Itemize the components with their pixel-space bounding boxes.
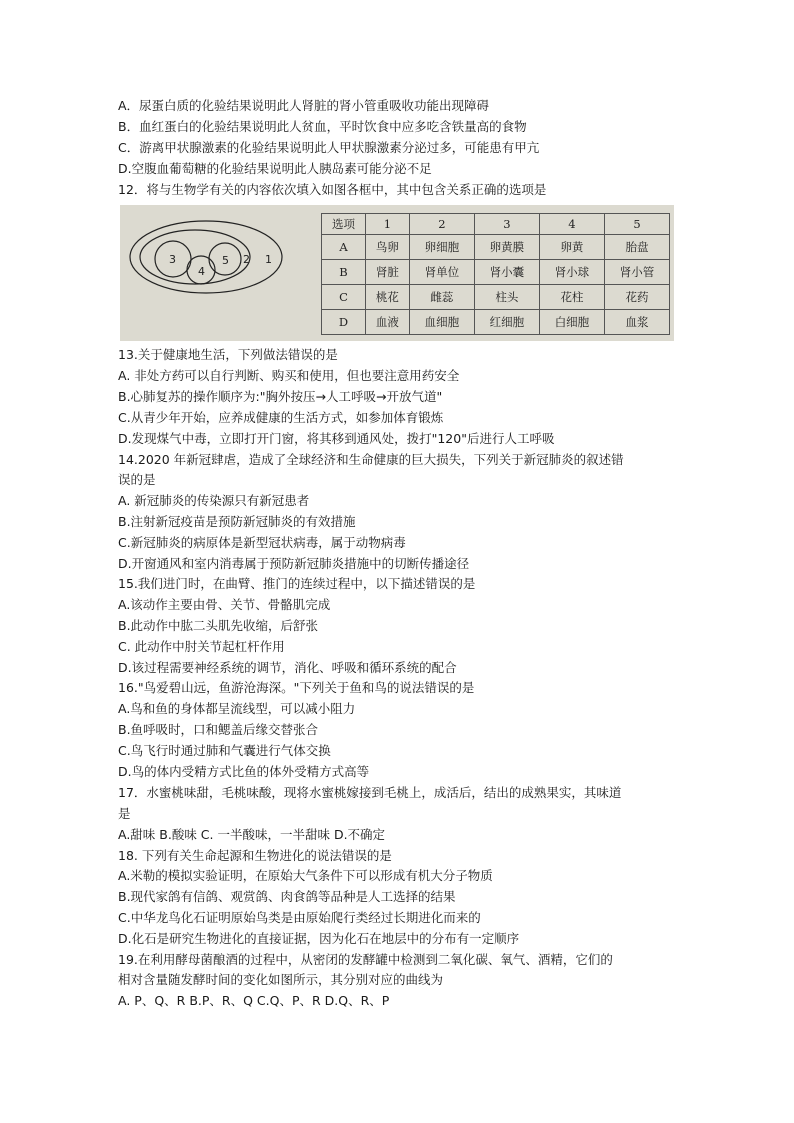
line: 误的是 — [118, 472, 156, 487]
line: B.心肺复苏的操作顺序为:"胸外按压→人工呼吸→开放气道" — [118, 389, 443, 404]
table-cell: 血液 — [365, 310, 409, 335]
question-15: 15.我们进门时，在曲臂、推门的连续过程中，以下描述错误的是 — [118, 576, 476, 591]
line: C.新冠肺炎的病原体是新型冠状病毒，属于动物病毒 — [118, 535, 406, 550]
line: C．游离甲状腺激素的化验结果说明此人甲状腺激素分泌过多，可能患有甲亢 — [118, 140, 540, 155]
line: 相对含量随发酵时间的变化如图所示，其分别对应的曲线为 — [118, 972, 444, 987]
table-cell: 肾小囊 — [474, 260, 539, 285]
table-cell: 肾单位 — [409, 260, 474, 285]
line: A．尿蛋白质的化验结果说明此人肾脏的肾小管重吸收功能出现障碍 — [118, 98, 490, 113]
table-cell: D — [322, 310, 366, 335]
venn-label-5: 5 — [222, 254, 229, 267]
line: D.该过程需要神经系统的调节，消化、呼吸和循环系统的配合 — [118, 660, 457, 675]
table-header-cell: 4 — [539, 214, 604, 235]
venn-label-2: 2 — [243, 253, 250, 266]
line: D.化石是研究生物进化的直接证据，因为化石在地层中的分布有一定顺序 — [118, 931, 520, 946]
table-row — [322, 310, 670, 335]
table-header-cell: 1 — [365, 214, 409, 235]
line: C.鸟飞行时通过肺和气囊进行气体交换 — [118, 743, 331, 758]
table-cell: 卵黄 — [539, 235, 604, 260]
line: B.现代家鸽有信鸽、观赏鸽、肉食鸽等品种是人工选择的结果 — [118, 889, 456, 904]
table-cell: 血细胞 — [409, 310, 474, 335]
table-header-row — [322, 214, 670, 235]
line: A. P、Q、R B.P、R、Q C.Q、P、R D.Q、R、P — [118, 993, 390, 1008]
venn-label-4: 4 — [198, 265, 205, 278]
line: A.米勒的模拟实验证明，在原始大气条件下可以形成有机大分子物质 — [118, 868, 493, 883]
venn-label-3: 3 — [169, 253, 176, 266]
line: B.注射新冠疫苗是预防新冠肺炎的有效措施 — [118, 514, 356, 529]
line: A.该动作主要由骨、关节、骨骼肌完成 — [118, 597, 331, 612]
table-cell: 花柱 — [539, 285, 604, 310]
table-header-cell: 5 — [604, 214, 669, 235]
table-cell: 鸟卵 — [365, 235, 409, 260]
question-18: 18. 下列有关生命起源和生物进化的说法错误的是 — [118, 848, 392, 863]
line: A.鸟和鱼的身体都呈流线型，可以减小阻力 — [118, 701, 356, 716]
question-14: 14.2020 年新冠肆虐，造成了全球经济和生命健康的巨大损失，下列关于新冠肺炎的叙述错 — [118, 452, 624, 467]
line: D.空腹血葡萄糖的化验结果说明此人胰岛素可能分泌不足 — [118, 161, 432, 176]
question-19: 19.在利用酵母菌酿酒的过程中，从密闭的发酵罐中检测到二氧化碳、氧气、酒精，它们的 — [118, 952, 613, 967]
line: A.甜味 B.酸味 C. 一半酸味，一半甜味 D.不确定 — [118, 827, 386, 842]
line: D.鸟的体内受精方式比鱼的体外受精方式高等 — [118, 764, 370, 779]
line: D.发现煤气中毒，立即打开门窗，将其移到通风处，拨打"120"后进行人工呼吸 — [118, 431, 555, 446]
options-table — [321, 213, 670, 335]
table-cell: 雌蕊 — [409, 285, 474, 310]
table-cell: 柱头 — [474, 285, 539, 310]
venn-diagram — [128, 211, 318, 333]
table-row — [322, 285, 670, 310]
question-16: 16."鸟爱碧山远，鱼游沧海深。"下列关于鱼和鸟的说法错误的是 — [118, 680, 475, 695]
question-12: 12．将与生物学有关的内容依次填入如图各框中，其中包含关系正确的选项是 — [118, 182, 547, 197]
table-cell: C — [322, 285, 366, 310]
line: A. 新冠肺炎的传染源只有新冠患者 — [118, 493, 310, 508]
line: D.开窗通风和室内消毒属于预防新冠肺炎措施中的切断传播途径 — [118, 556, 470, 571]
line: B.此动作中肱二头肌先收缩，后舒张 — [118, 618, 319, 633]
table-header-cell: 3 — [474, 214, 539, 235]
table-cell: 肾小球 — [539, 260, 604, 285]
table-row — [322, 235, 670, 260]
table-cell: 卵细胞 — [409, 235, 474, 260]
table-cell: 红细胞 — [474, 310, 539, 335]
line: B．血红蛋白的化验结果说明此人贫血，平时饮食中应多吃含铁量高的食物 — [118, 119, 527, 134]
table-cell: 卵黄膜 — [474, 235, 539, 260]
line: 是 — [118, 806, 131, 821]
table-cell: 花药 — [604, 285, 669, 310]
table-cell: A — [322, 235, 366, 260]
venn-label-1: 1 — [265, 253, 272, 266]
table-cell: 肾小管 — [604, 260, 669, 285]
question-12-figure — [120, 205, 674, 341]
table-cell: 血浆 — [604, 310, 669, 335]
table-cell: 胎盘 — [604, 235, 669, 260]
question-13: 13.关于健康地生活，下列做法错误的是 — [118, 347, 338, 362]
table-header-cell: 选项 — [322, 214, 366, 235]
line: B.鱼呼吸时，口和鳃盖后缘交替张合 — [118, 722, 319, 737]
table-cell: 白细胞 — [539, 310, 604, 335]
question-17: 17．水蜜桃味甜，毛桃味酸，现将水蜜桃嫁接到毛桃上，成活后，结出的成熟果实，其味道 — [118, 785, 622, 800]
table-cell: 肾脏 — [365, 260, 409, 285]
table-row — [322, 260, 670, 285]
line: A. 非处方药可以自行判断、购买和使用，但也要注意用药安全 — [118, 368, 460, 383]
line: C.从青少年开始，应养成健康的生活方式，如参加体育锻炼 — [118, 410, 444, 425]
table-cell: B — [322, 260, 366, 285]
line: C.中华龙鸟化石证明原始鸟类是由原始爬行类经过长期进化而来的 — [118, 910, 481, 925]
table-header-cell: 2 — [409, 214, 474, 235]
table-cell: 桃花 — [365, 285, 409, 310]
line: C. 此动作中肘关节起杠杆作用 — [118, 639, 285, 654]
